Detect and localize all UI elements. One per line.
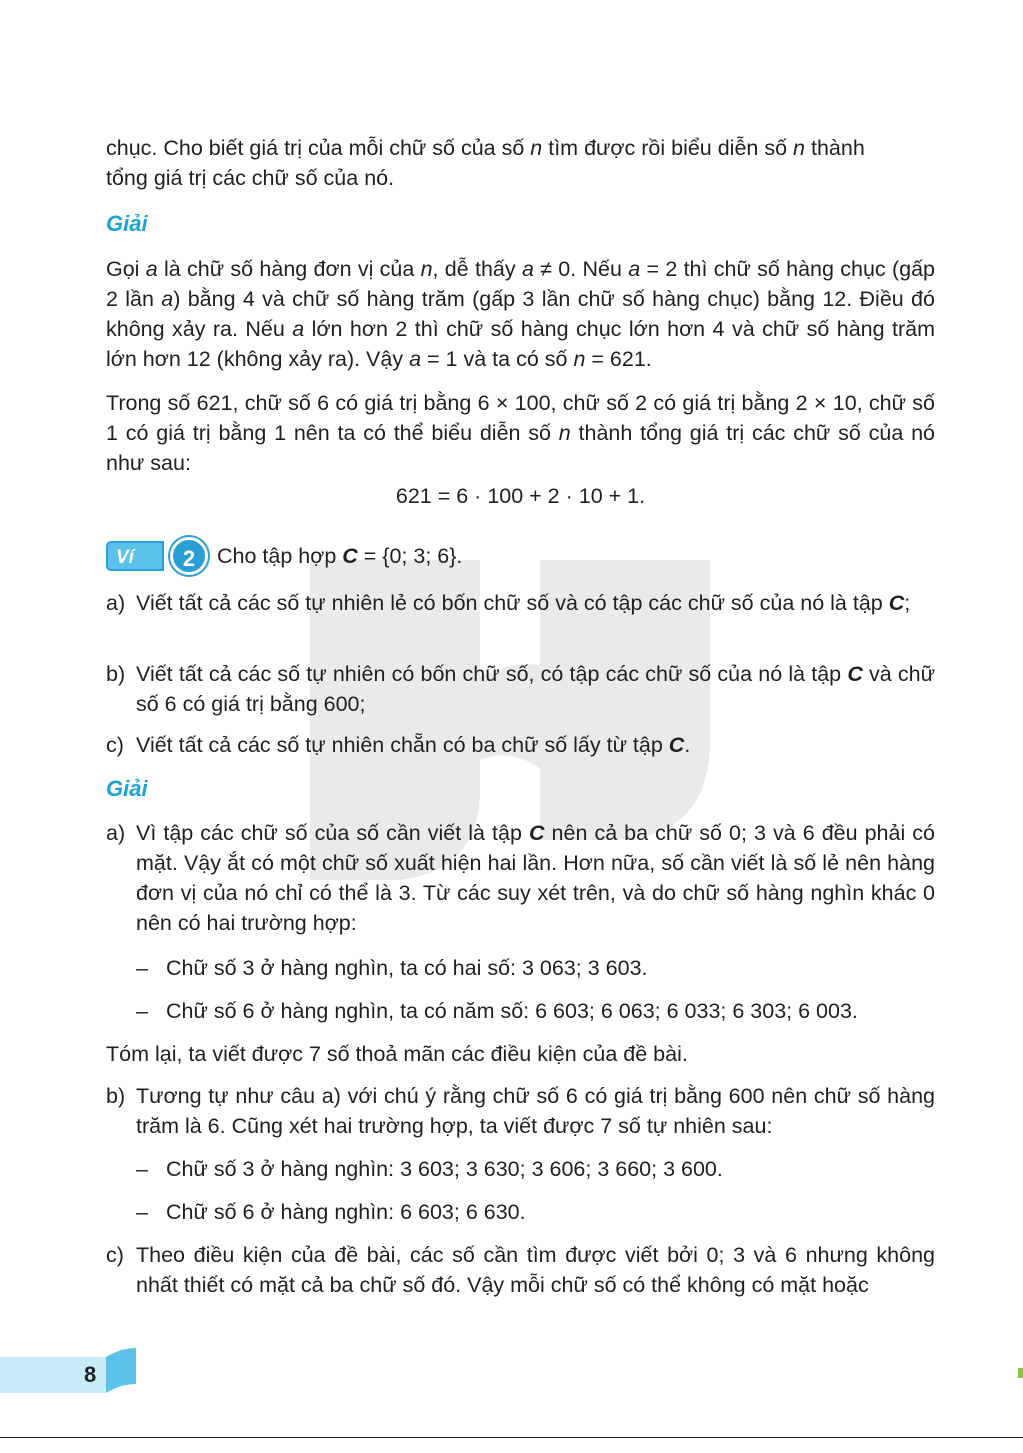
page-number: 8 <box>84 1362 97 1387</box>
page-tab-icon <box>106 1348 136 1393</box>
example-2-header <box>106 537 463 598</box>
variable: n <box>420 257 433 281</box>
bottom-rule <box>0 1437 1023 1438</box>
solution2-part-a: a) Vì tập các chữ số của số cần viết là tập C nên cả ba chữ số 0; 3 và 6 đều phải có mặt. Vậy ắt có một chữ số xuất hiện hai lần. Hơn nữa, số cần viết là số lẻ nên hàng đơn vị của nó chỉ có thể là 3. Từ các suy xét trên, và do chữ số hàng nghìn khác 0 nên có hai trường hợp: <box>106 821 935 935</box>
text-run: Gọi <box>106 257 146 281</box>
solution2-summary: Tóm lại, ta viết được 7 số thoả mãn các điều kiện của đề bài. <box>106 1042 688 1066</box>
variable: n <box>573 347 586 371</box>
solution2-b-case-2: – Chữ số 6 ở hàng nghìn: 6 603; 6 630. <box>136 1200 526 1224</box>
text-run: lớn hơn 2 thì chữ số hàng chục lớn hơn 4 và chữ số hàng trăm lớn hơn 12 (không xảy ra). Vậy <box>106 317 935 371</box>
example-part-b: b) Viết tất cả các số tự nhiên có bốn chữ số, có tập các chữ số của nó là tập C và chữ số 6 có giá trị bằng 600; <box>106 662 935 716</box>
side-mark <box>1018 1368 1023 1378</box>
variable: a <box>145 257 158 281</box>
solution2-a-case-2: – Chữ số 6 ở hàng nghìn, ta có năm số: 6 603; 6 063; 6 033; 6 303; 6 003. <box>136 999 858 1023</box>
solution-heading-1: Giải <box>106 211 148 236</box>
solution2-a-case-1: – Chữ số 3 ở hàng nghìn, ta có hai số: 3 063; 3 603. <box>136 956 648 980</box>
variable: a <box>161 287 174 311</box>
example-tag: Ví dụ <box>106 541 164 571</box>
solution1-paragraph-1 <box>106 254 935 374</box>
solution-heading-2: Giải <box>106 776 148 801</box>
text-run: = 621. <box>585 347 652 371</box>
variable: a <box>628 257 641 281</box>
text-run: ) bằng 4 và chữ số hàng trăm (gấp 3 lần chữ số hàng chục) bằng 12. Điều đó không xảy ra. Nếu <box>106 287 935 341</box>
solution2-b-case-1: – Chữ số 3 ở hàng nghìn: 3 603; 3 630; 3 606; 3 660; 3 600. <box>136 1157 723 1181</box>
solution1-paragraph-2: Trong số 621, chữ số 6 có giá trị bằng 6 × 100, chữ số 2 có giá trị bằng 2 × 10, chữ số 1 có giá trị bằng 1 nên ta có thể biểu diễn số n thành tổng giá trị các chữ số của nó như sau: <box>106 391 935 475</box>
text-run: = 2 thì chữ số hàng chục (gấp 2 lần <box>106 257 935 311</box>
variable: a <box>521 257 534 281</box>
text-run: = 1 và ta có số <box>421 347 574 371</box>
text-run: ≠ 0. Nếu <box>533 257 629 281</box>
example-part-c: c) Viết tất cả các số tự nhiên chẵn có ba chữ số lấy từ tập C. <box>106 733 691 757</box>
formula: 621 = 6 · 100 + 2 · 10 + 1. <box>395 484 646 508</box>
text-run: là chữ số hàng đơn vị của <box>157 257 421 281</box>
solution2-part-b: b) Tương tự như câu a) với chú ý rằng chữ số 6 có giá trị bằng 600 nên chữ số hàng trăm là 6. Cũng xét hai trường hợp, ta viết được 7 số tự nhiên sau: <box>106 1084 935 1138</box>
text-run: , dễ thấy <box>432 257 522 281</box>
variable: a <box>409 347 422 371</box>
example-statement: Cho tập hợp C = {0; 3; 6}. <box>217 544 463 568</box>
solution2-part-c: c) Theo điều kiện của đề bài, các số cần tìm được viết bởi 0; 3 và 6 nhưng không nhất thiết có mặt cả ba chữ số đó. Vậy mỗi chữ số có thể không có mặt hoặc <box>106 1243 935 1297</box>
example-number-badge: 2 <box>170 537 208 575</box>
variable: a <box>292 317 305 341</box>
intro-paragraph: chục. Cho biết giá trị của mỗi chữ số của số n tìm được rồi biểu diễn số n thành tổng giá trị các chữ số của nó. <box>106 136 865 190</box>
example-part-a: a) Viết tất cả các số tự nhiên lẻ có bốn chữ số và có tập các chữ số của nó là tập C; <box>106 591 911 615</box>
